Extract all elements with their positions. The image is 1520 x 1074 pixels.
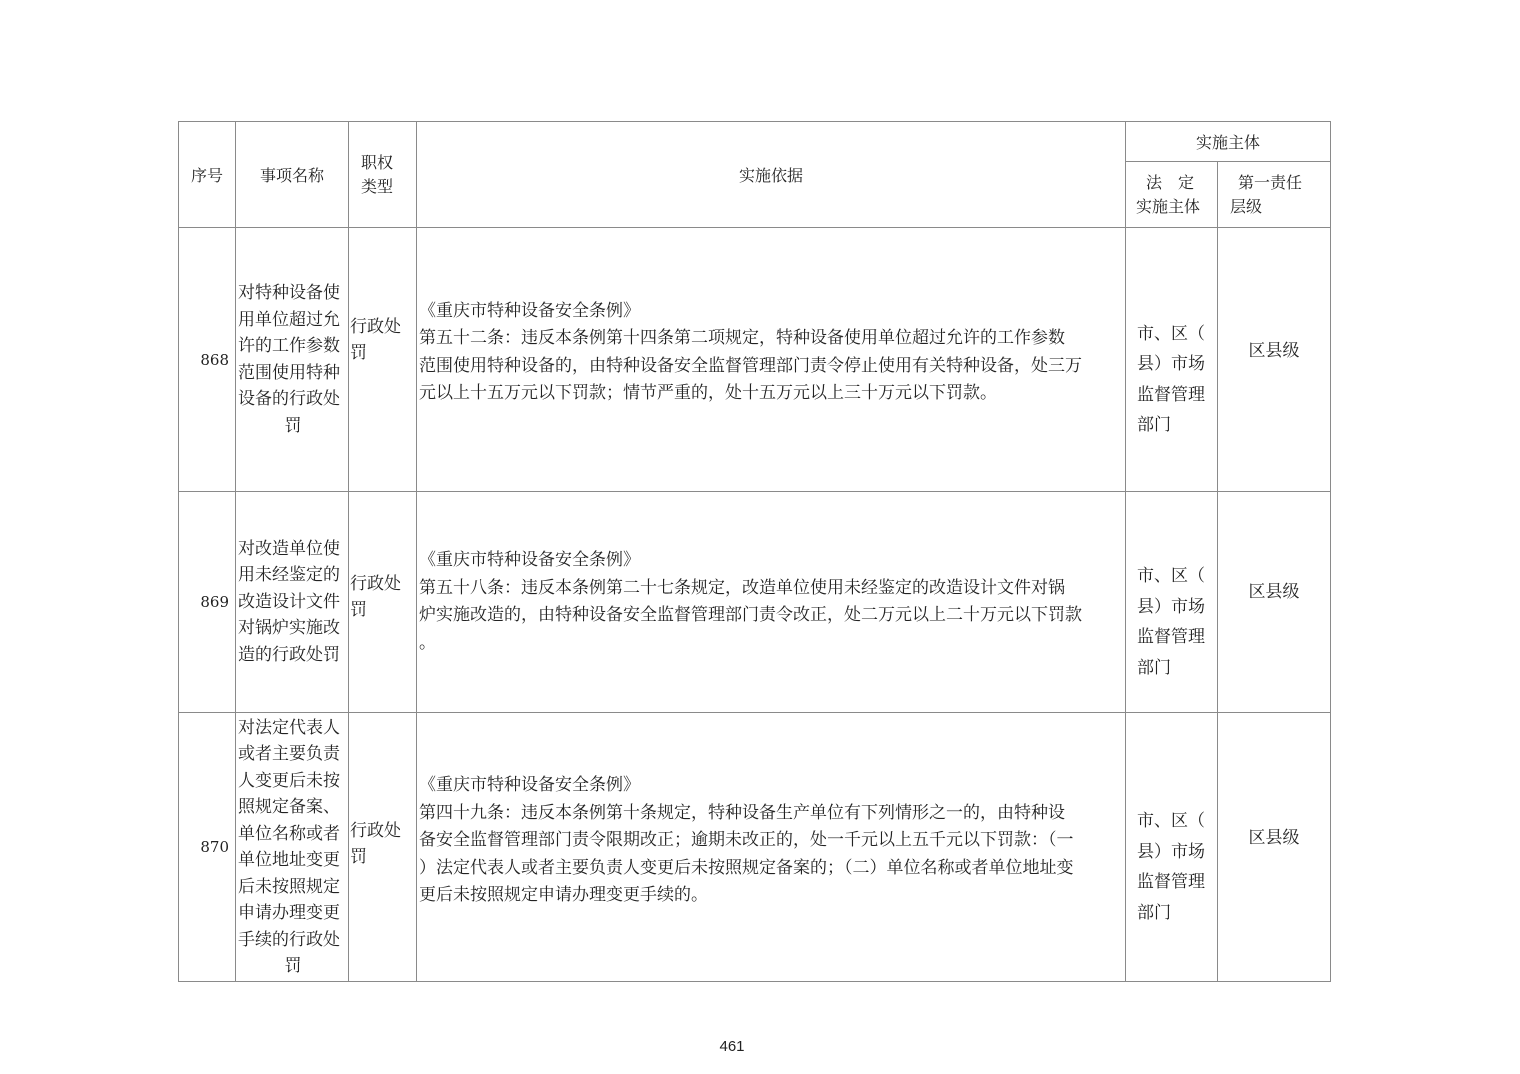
item-name <box>236 713 349 982</box>
responsibility-level: 区县级 <box>1218 492 1331 713</box>
entity-line: 市、区（ <box>1137 566 1205 586</box>
power-type <box>349 492 417 713</box>
legal-entity <box>1126 228 1218 492</box>
legal-basis <box>417 492 1126 713</box>
entity-line: 监督管理 <box>1137 627 1205 647</box>
table-row <box>179 713 1331 982</box>
item-name-line: 对特种设备使 <box>238 283 340 303</box>
table-row <box>179 492 1331 713</box>
item-name-line: 对改造单位使 <box>238 538 340 559</box>
basis-line: 元以上十五万元以下罚款；情节严重的，处十五万元以上三十万元以下罚款。 <box>419 383 997 403</box>
item-name <box>236 228 349 492</box>
power-type-line: 罚 <box>350 600 367 620</box>
item-name-line: 用单位超过允 <box>238 309 340 330</box>
row-number: 868 <box>179 228 236 492</box>
entity-line: 监督管理 <box>1137 384 1205 405</box>
item-name-line: 手续的行政处 <box>238 929 340 950</box>
item-name-line: 设备的行政处 <box>238 389 340 409</box>
header-seq: 序号 <box>179 122 236 228</box>
legal-entity <box>1126 492 1218 713</box>
item-name <box>236 492 349 713</box>
item-name-line: 范围使用特种 <box>238 362 340 383</box>
entity-line: 县）市场 <box>1137 354 1205 374</box>
header-item-name: 事项名称 <box>236 122 349 228</box>
header-legal-entity <box>1126 162 1218 228</box>
power-type-line: 行政处 <box>350 821 401 841</box>
power-type <box>349 228 417 492</box>
item-name-line: 罚 <box>284 956 302 976</box>
item-name-line: 后未按照规定 <box>238 876 340 897</box>
basis-line: 《重庆市特种设备安全条例》 <box>419 550 640 570</box>
entity-line: 市、区（ <box>1137 811 1205 831</box>
basis-line: 第五十八条：违反本条例第二十七条规定，改造单位使用未经鉴定的改造设计文件对锅 <box>419 577 1065 598</box>
entity-line: 市、区（ <box>1137 323 1205 344</box>
header-first-level <box>1218 162 1331 228</box>
entity-line: 部门 <box>1137 657 1171 678</box>
header-first-level-line: 第一责任 <box>1238 172 1303 192</box>
item-name-line: 或者主要负责 <box>238 744 340 764</box>
basis-line: 《重庆市特种设备安全条例》 <box>419 300 640 321</box>
row-number: 870 <box>179 713 236 982</box>
entity-line: 监督管理 <box>1137 872 1205 892</box>
item-name-line: 单位地址变更 <box>238 850 340 870</box>
basis-line: 第五十二条：违反本条例第十四条第二项规定，特种设备使用单位超过允许的工作参数 <box>419 328 1065 348</box>
power-type <box>349 713 417 982</box>
entity-line: 部门 <box>1137 415 1171 435</box>
header-power-type <box>349 122 417 228</box>
enforcement-items-table <box>178 121 1331 982</box>
item-name-line: 照规定备案、 <box>238 797 340 817</box>
header-power-type-line: 类型 <box>361 176 394 196</box>
item-name-line: 改造设计文件 <box>238 591 340 612</box>
entity-line: 县）市场 <box>1137 841 1205 862</box>
header-basis: 实施依据 <box>417 122 1126 228</box>
row-number: 869 <box>179 492 236 713</box>
header-power-type-line: 职权 <box>361 152 394 172</box>
responsibility-level: 区县级 <box>1218 228 1331 492</box>
basis-line: 。 <box>419 632 436 653</box>
power-type-line: 罚 <box>350 342 367 363</box>
basis-line: 炉实施改造的，由特种设备安全监督管理部门责令改正，处二万元以上二十万元以下罚款 <box>419 605 1082 625</box>
item-name-line: 对锅炉实施改 <box>238 618 340 639</box>
entity-line: 县）市场 <box>1137 596 1205 617</box>
item-name-line: 许的工作参数 <box>238 336 340 356</box>
header-first-level-line: 层级 <box>1230 196 1263 216</box>
power-type-line: 行政处 <box>350 574 401 594</box>
item-name-line: 单位名称或者 <box>238 823 340 844</box>
basis-line: ）法定代表人或者主要负责人变更后未按照规定备案的；（二）单位名称或者单位地址变 <box>419 857 1074 878</box>
page-number: 461 <box>719 1038 745 1055</box>
basis-line: 更后未按照规定申请办理变更手续的。 <box>419 885 708 906</box>
legal-basis <box>417 713 1126 982</box>
header-legal-entity-line: 法 定 <box>1146 172 1195 192</box>
basis-line: 备安全监督管理部门责令限期改正；逾期未改正的，处一千元以上五千元以下罚款：（一 <box>419 830 1074 851</box>
item-name-line: 造的行政处罚 <box>238 644 340 665</box>
header-legal-entity-line: 实施主体 <box>1136 196 1201 216</box>
header-implementer: 实施主体 <box>1126 122 1331 162</box>
legal-basis <box>417 228 1126 492</box>
power-type-line: 行政处 <box>350 316 401 337</box>
item-name-line: 罚 <box>284 415 302 436</box>
power-type-line: 罚 <box>350 847 367 867</box>
responsibility-level: 区县级 <box>1218 713 1331 982</box>
entity-line: 部门 <box>1137 902 1171 923</box>
legal-entity <box>1126 713 1218 982</box>
basis-line: 范围使用特种设备的，由特种设备安全监督管理部门责令停止使用有关特种设备，处三万 <box>419 355 1082 376</box>
item-name-line: 对法定代表人 <box>238 717 340 738</box>
table-row <box>179 228 1331 492</box>
basis-line: 《重庆市特种设备安全条例》 <box>419 775 640 796</box>
item-name-line: 用未经鉴定的 <box>238 565 340 586</box>
basis-line: 第四十九条：违反本条例第十条规定，特种设备生产单位有下列情形之一的，由特种设 <box>419 802 1065 823</box>
item-name-line: 申请办理变更 <box>238 903 340 923</box>
item-name-line: 人变更后未按 <box>238 770 340 791</box>
